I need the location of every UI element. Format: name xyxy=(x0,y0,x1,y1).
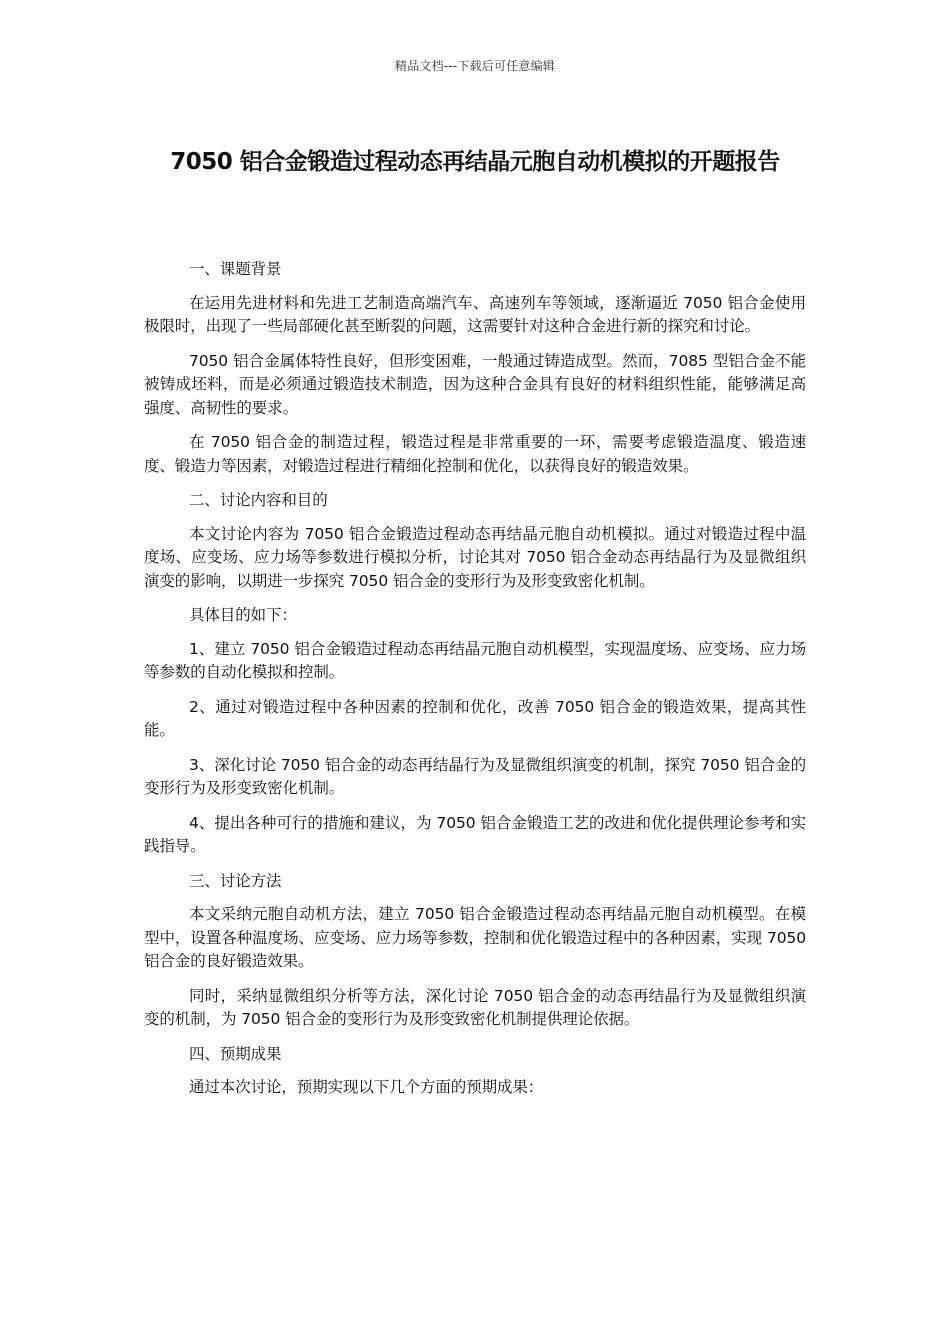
paragraph: 在 7050 铝合金的制造过程，锻造过程是非常重要的一环，需要考虑锻造温度、锻造速度、锻造力等因素，对锻造过程进行精细化控制和优化，以获得良好的锻造效果。 xyxy=(144,433,806,475)
list-item: 4、提出各种可行的措施和建议，为 7050 铝合金锻造工艺的改进和优化提供理论参考和实践指导。 xyxy=(144,813,806,855)
paragraph: 在运用先进材料和先进工艺制造高端汽车、高速列车等领域，逐渐逼近 7050 铝合金使用极限时，出现了一些局部硬化甚至断裂的问题，这需要针对这种合金进行新的探究和讨论。 xyxy=(144,293,806,335)
list-item: 1、建立 7050 铝合金锻造过程动态再结晶元胞自动机模型，实现温度场、应变场、应力场等参数的自动化模拟和控制。 xyxy=(144,639,806,681)
document-body xyxy=(144,258,806,1111)
list-item: 3、深化讨论 7050 铝合金的动态再结晶行为及显微组织演变的机制，探究 7050 铝合金的变形行为及形变致密化机制。 xyxy=(144,755,806,797)
paragraph: 本文采纳元胞自动机方法，建立 7050 铝合金锻造过程动态再结晶元胞自动机模型。在模型中，设置各种温度场、应变场、应力场等参数，控制和优化锻造过程中的各种因素，实现 7050 铝合金的良好锻造效果。 xyxy=(144,905,806,970)
section-heading: 四、预期成果 xyxy=(189,1044,282,1063)
page-header: 精品文档---下载后可任意编辑 xyxy=(395,59,555,73)
paragraph: 7050 铝合金属体特性良好，但形变困难，一般通过铸造成型。然而，7085 型铝合金不能被铸成坯料，而是必须通过锻造技术制造，因为这种合金具有良好的材料组织性能，能够满足高强度、高韧性的要求。 xyxy=(144,351,806,417)
paragraph: 同时，采纳显微组织分析等方法，深化讨论 7050 铝合金的动态再结晶行为及显微组织演变的机制，为 7050 铝合金的变形行为及形变致密化机制提供理论依据。 xyxy=(144,986,806,1028)
section-heading: 三、讨论方法 xyxy=(189,871,282,890)
document-title: 7050 铝合金锻造过程动态再结晶元胞自动机模拟的开题报告 xyxy=(170,149,780,175)
paragraph: 通过本次讨论，预期实现以下几个方面的预期成果： xyxy=(189,1078,544,1096)
list-item: 2、通过对锻造过程中各种因素的控制和优化，改善 7050 铝合金的锻造效果，提高其性能。 xyxy=(144,697,806,739)
section-heading: 一、课题背景 xyxy=(189,260,282,278)
section-heading: 二、讨论内容和目的 xyxy=(189,491,328,509)
paragraph: 本文讨论内容为 7050 铝合金锻造过程动态再结晶元胞自动机模拟。通过对锻造过程中温度场、应变场、应力场等参数进行模拟分析，讨论其对 7050 铝合金动态再结晶行为及显微组织演变的影响，以期进一步探究 7050 铝合金的变形行为及形变致密化机制。 xyxy=(144,524,806,590)
subheading: 具体目的如下： xyxy=(189,606,297,624)
